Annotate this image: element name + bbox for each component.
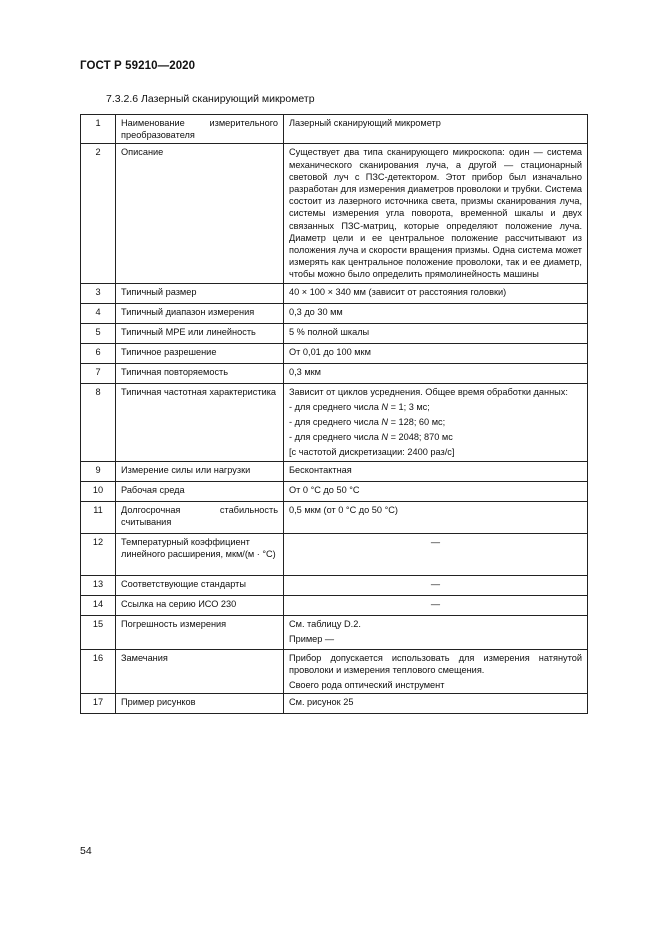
row-parameter: Типичное разрешение (116, 343, 284, 363)
value-line-prefix: - для среднего числа (289, 417, 382, 428)
row-parameter: Температурный коэффициент линейного расширения, мкм/(м · °С) (116, 533, 284, 575)
value-line: Своего рода оптический инструмент (289, 680, 445, 691)
value-line: [с частотой дискретизации: 2400 раз/с] (289, 447, 455, 458)
row-value (284, 649, 588, 694)
value-line (289, 401, 582, 413)
spec-table (80, 114, 588, 714)
value-line-variable: N (381, 401, 389, 412)
table-row (81, 649, 588, 694)
row-value: От 0 °С до 50 °С (284, 481, 588, 501)
row-parameter: Рабочая среда (116, 481, 284, 501)
row-value (284, 615, 588, 649)
row-parameter (116, 115, 284, 144)
row-number: 3 (81, 283, 116, 303)
table-row (81, 615, 588, 649)
row-value: 5 % полной шкалы (284, 323, 588, 343)
table-row (81, 533, 588, 575)
table-row (81, 303, 588, 323)
row-value: — (284, 595, 588, 615)
table-row (81, 283, 588, 303)
value-line (289, 416, 582, 428)
row-parameter: Типичная повторяемость (116, 363, 284, 383)
row-number: 17 (81, 694, 116, 714)
value-line-variable: N (381, 417, 389, 428)
row-parameter: Измерение силы или нагрузки (116, 461, 284, 481)
row-value: — (284, 533, 588, 575)
row-number: 16 (81, 649, 116, 694)
table-row (81, 343, 588, 363)
value-line: Прибор допускается использовать для измерения натянутой проволоки и измерения теплового смещения. (289, 652, 582, 675)
table-row (81, 383, 588, 461)
row-value: 0,5 мкм (от 0 °С до 50 °С) (284, 501, 588, 533)
row-value: См. рисунок 25 (284, 694, 588, 714)
row-number: 7 (81, 363, 116, 383)
row-number: 2 (81, 144, 116, 283)
value-line-suffix: = 2048; 870 мс (388, 432, 453, 443)
row-number: 8 (81, 383, 116, 461)
row-value: 40 × 100 × 340 мм (зависит от расстояния головки) (284, 283, 588, 303)
row-parameter: Описание (116, 144, 284, 283)
row-parameter: Типичный размер (116, 283, 284, 303)
row-number: 4 (81, 303, 116, 323)
value-line: Пример — (289, 633, 335, 644)
table-row (81, 363, 588, 383)
table-row (81, 595, 588, 615)
table-row (81, 501, 588, 533)
row-value: Существует два типа сканирующего микроскопа: один — система механического сканирования луча, а другой — стационарный световой луч с ПЗС-детектором. Этот прибор был изначально разработан для измерения диаметров проволоки и трубки. Система состоит из лазерного источника света, призмы сканирования луча, системы измерения угла поворота, временной шкалы и двух связанных ПЗС-матриц, которые определяют положение луча. Диаметр цели и ее центральное положение рассчитывают из положения луча и скорости вращения призмы. Одна система может измерять как центральное положение проволоки, так и ее диаметр, чтобы можно было определить прямолинейность машины (284, 144, 588, 283)
row-number: 9 (81, 461, 116, 481)
row-number: 14 (81, 595, 116, 615)
row-value: От 0,01 до 100 мкм (284, 343, 588, 363)
row-number: 11 (81, 501, 116, 533)
row-number: 5 (81, 323, 116, 343)
row-value: — (284, 575, 588, 595)
row-value: Бесконтактная (284, 461, 588, 481)
row-value (284, 383, 588, 461)
row-value: Лазерный сканирующий микрометр (284, 115, 588, 144)
row-number: 10 (81, 481, 116, 501)
row-parameter: Погрешность измерения (116, 615, 284, 649)
row-number: 12 (81, 533, 116, 575)
document-header: ГОСТ Р 59210—2020 (80, 60, 196, 72)
value-line-suffix: = 128; 60 мс; (388, 417, 446, 428)
value-line-variable: N (381, 432, 389, 443)
table-row (81, 575, 588, 595)
table-row (81, 144, 588, 283)
row-number: 13 (81, 575, 116, 595)
table-row (81, 694, 588, 714)
table-row (81, 115, 588, 144)
row-number: 6 (81, 343, 116, 363)
row-value: 0,3 мкм (284, 363, 588, 383)
row-parameter: Типичный диапазон измерения (116, 303, 284, 323)
row-parameter: Соответствующие стандарты (116, 575, 284, 595)
row-number: 15 (81, 615, 116, 649)
value-line (289, 431, 582, 443)
row-parameter: Замечания (116, 649, 284, 694)
page-number: 54 (80, 845, 92, 857)
row-number: 1 (81, 115, 116, 144)
row-parameter: Типичная частотная характеристика (116, 383, 284, 461)
value-line-suffix: = 1; 3 мс; (388, 401, 430, 412)
value-line: Зависит от циклов усреднения. Общее время обработки данных: (289, 386, 568, 397)
row-parameter: Ссылка на серию ИСО 230 (116, 595, 284, 615)
row-parameter: Типичный MPE или линейность (116, 323, 284, 343)
table-row (81, 323, 588, 343)
table-row (81, 461, 588, 481)
section-title: 7.3.2.6 Лазерный сканирующий микрометр (106, 93, 315, 105)
table-row (81, 481, 588, 501)
row-value: 0,3 до 30 мм (284, 303, 588, 323)
row-parameter: Пример рисунков (116, 694, 284, 714)
row-parameter: Долгосрочная стабильность считывания (116, 501, 284, 533)
value-line-prefix: - для среднего числа (289, 401, 382, 412)
row-parameter-text: Наименование измерительного преобразователя (121, 118, 278, 141)
value-line-prefix: - для среднего числа (289, 432, 382, 443)
value-line: См. таблицу D.2. (289, 618, 361, 629)
